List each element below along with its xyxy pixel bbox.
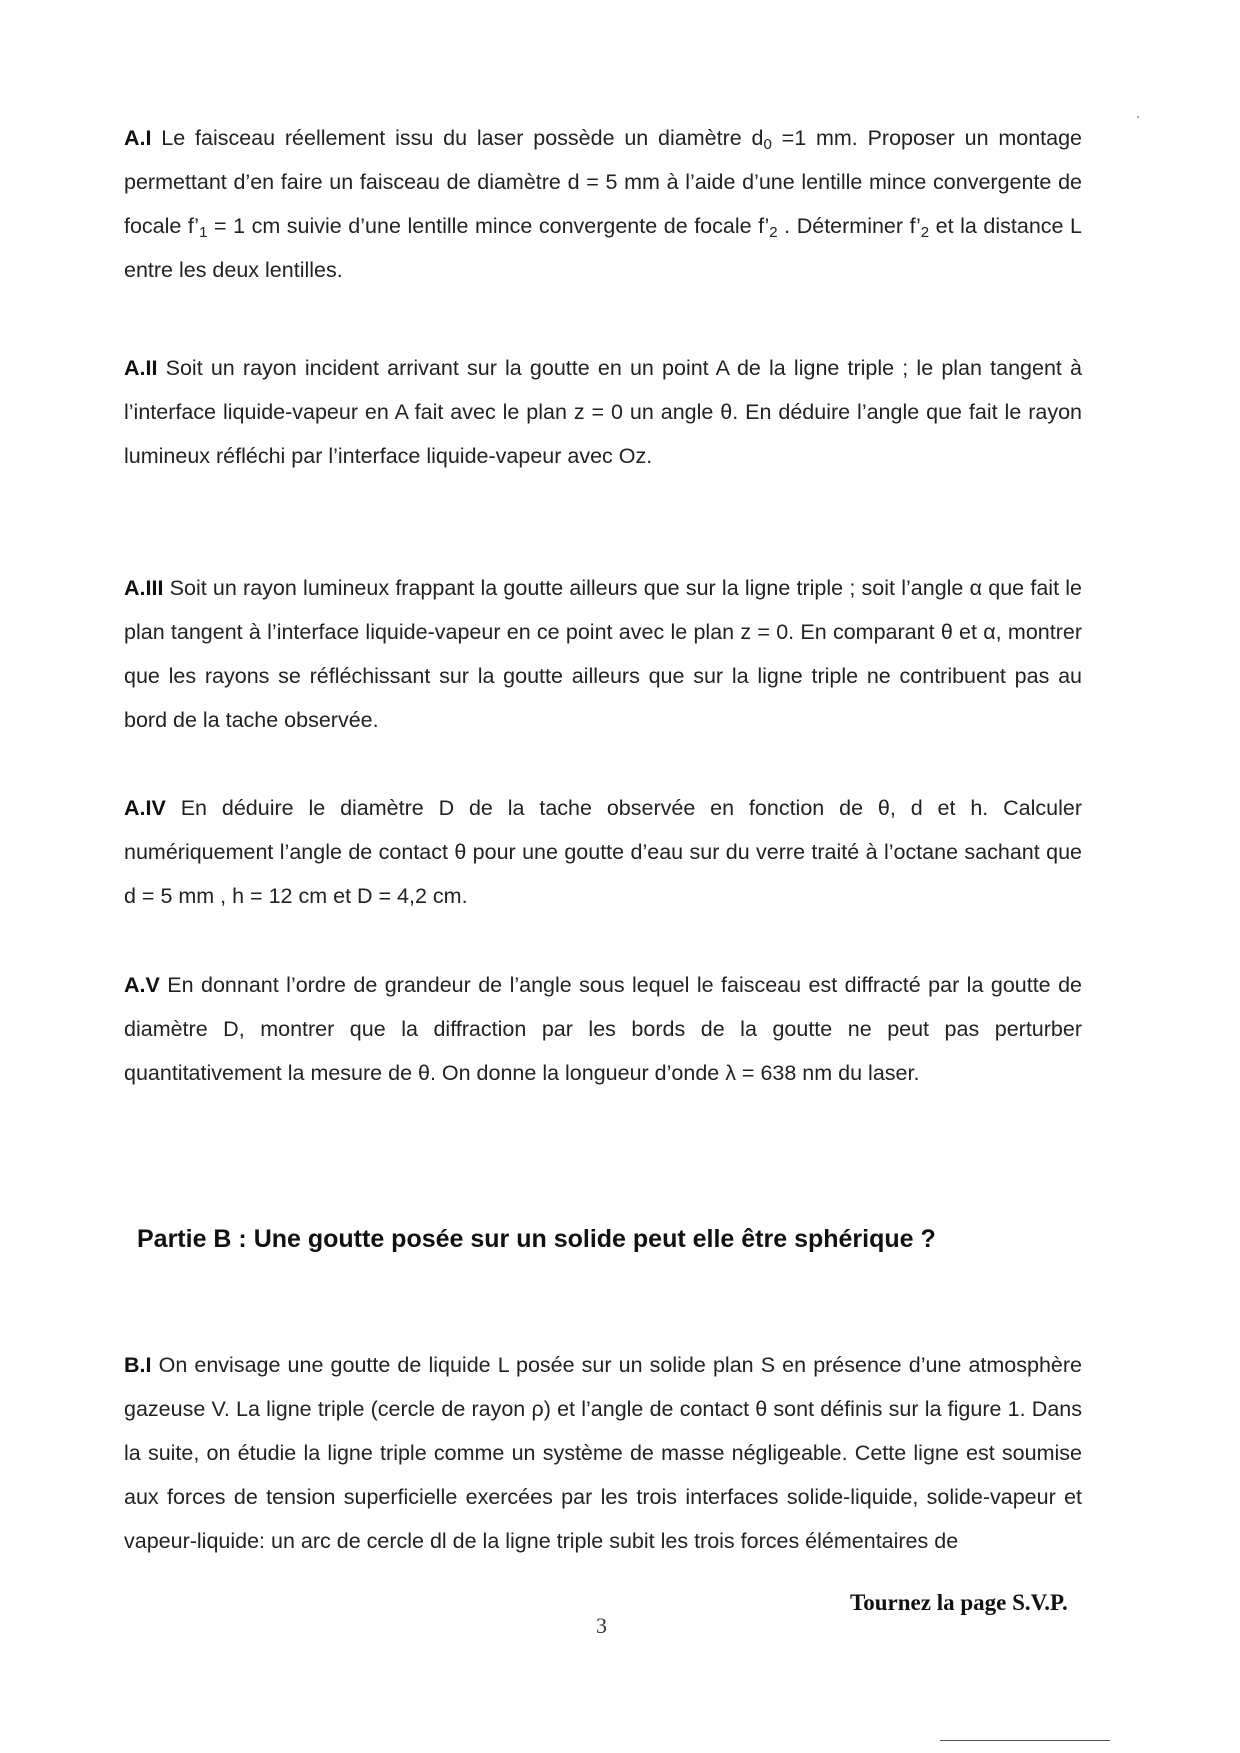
paragraph-a1: A.I Le faisceau réellement issu du laser possède un diamètre $d_0 =1$ mm. Proposer un montage permettant d’en faire un faisceau de diamètre d = 5 mm à l’aide d’une lentille mince convergente de focale $f’_1 = 1$ cm suivie d’une lentille mince convergente de focale $f’_2$ . Déterminer $f’_2$ et la distance L entre les deux lentilles. <box>124 126 1082 282</box>
section-label-a5: A.V <box>124 973 160 997</box>
turn-page-note: Tournez la page S.V.P. <box>850 1590 1068 1615</box>
paragraph-a3 <box>124 566 1082 742</box>
section-label-a3: A.III <box>124 576 164 600</box>
paragraph-a4-text: En déduire le diamètre D de la tache observée en fonction de θ, d et h. Calculer numériquement l’angle de contact θ pour une goutte d’eau sur du verre traité à l’octane sachant que d = 5 mm , h = 12 cm et D = 4,2 cm. <box>124 796 1082 908</box>
paragraph-a2-text: Soit un rayon incident arrivant sur la goutte en un point A de la ligne triple ; le plan tangent à l’interface liquide-vapeur en A fait avec le plan z = 0 un angle θ. En déduire l’angle que fait le rayon lumineux réfléchi par l’interface liquide-vapeur avec Oz. <box>124 356 1082 468</box>
section-label-a1: A.I <box>124 126 152 150</box>
part-b-heading: Partie B : Une goutte posée sur un solide peut elle être sphérique ? <box>137 1225 936 1253</box>
paragraph-a5 <box>124 963 1082 1095</box>
scan-edge-line <box>940 1740 1110 1741</box>
paragraph-a2 <box>124 346 1082 478</box>
section-label-a2: A.II <box>124 356 158 380</box>
scan-speck <box>1137 116 1139 118</box>
paragraph-b1-text: On envisage une goutte de liquide L posée sur un solide plan S en présence d’une atmosphère gazeuse V. La ligne triple (cercle de rayon ρ) et l’angle de contact θ sont définis sur la figure 1. Dans la suite, on étudie la ligne triple comme un système de masse négligeable. Cette ligne est soumise aux forces de tension superficielle exercées par les trois interfaces solide-liquide, solide-vapeur et vapeur-liquide: un arc de cercle dl de la ligne triple subit les trois forces élémentaires de <box>124 1353 1082 1553</box>
section-label-a4: A.IV <box>124 796 166 820</box>
paragraph-a5-text: En donnant l’ordre de grandeur de l’angle sous lequel le faisceau est diffracté par la goutte de diamètre D, montrer que la diffraction par les bords de la goutte ne peut pas perturber quantitativement la mesure de θ. On donne la longueur d’onde λ = 638 nm du laser. <box>124 973 1082 1085</box>
paragraph-b1 <box>124 1343 1082 1563</box>
paragraph-a4 <box>124 786 1082 918</box>
section-label-b1: B.I <box>124 1353 152 1377</box>
page-number: 3 <box>596 1613 607 1638</box>
paragraph-a3-text: Soit un rayon lumineux frappant la goutte ailleurs que sur la ligne triple ; soit l’angle α que fait le plan tangent à l’interface liquide-vapeur en ce point avec le plan z = 0. En comparant θ et α, montrer que les rayons se réfléchissant sur la goutte ailleurs que sur la ligne triple ne contribuent pas au bord de la tache observée. <box>124 576 1082 732</box>
